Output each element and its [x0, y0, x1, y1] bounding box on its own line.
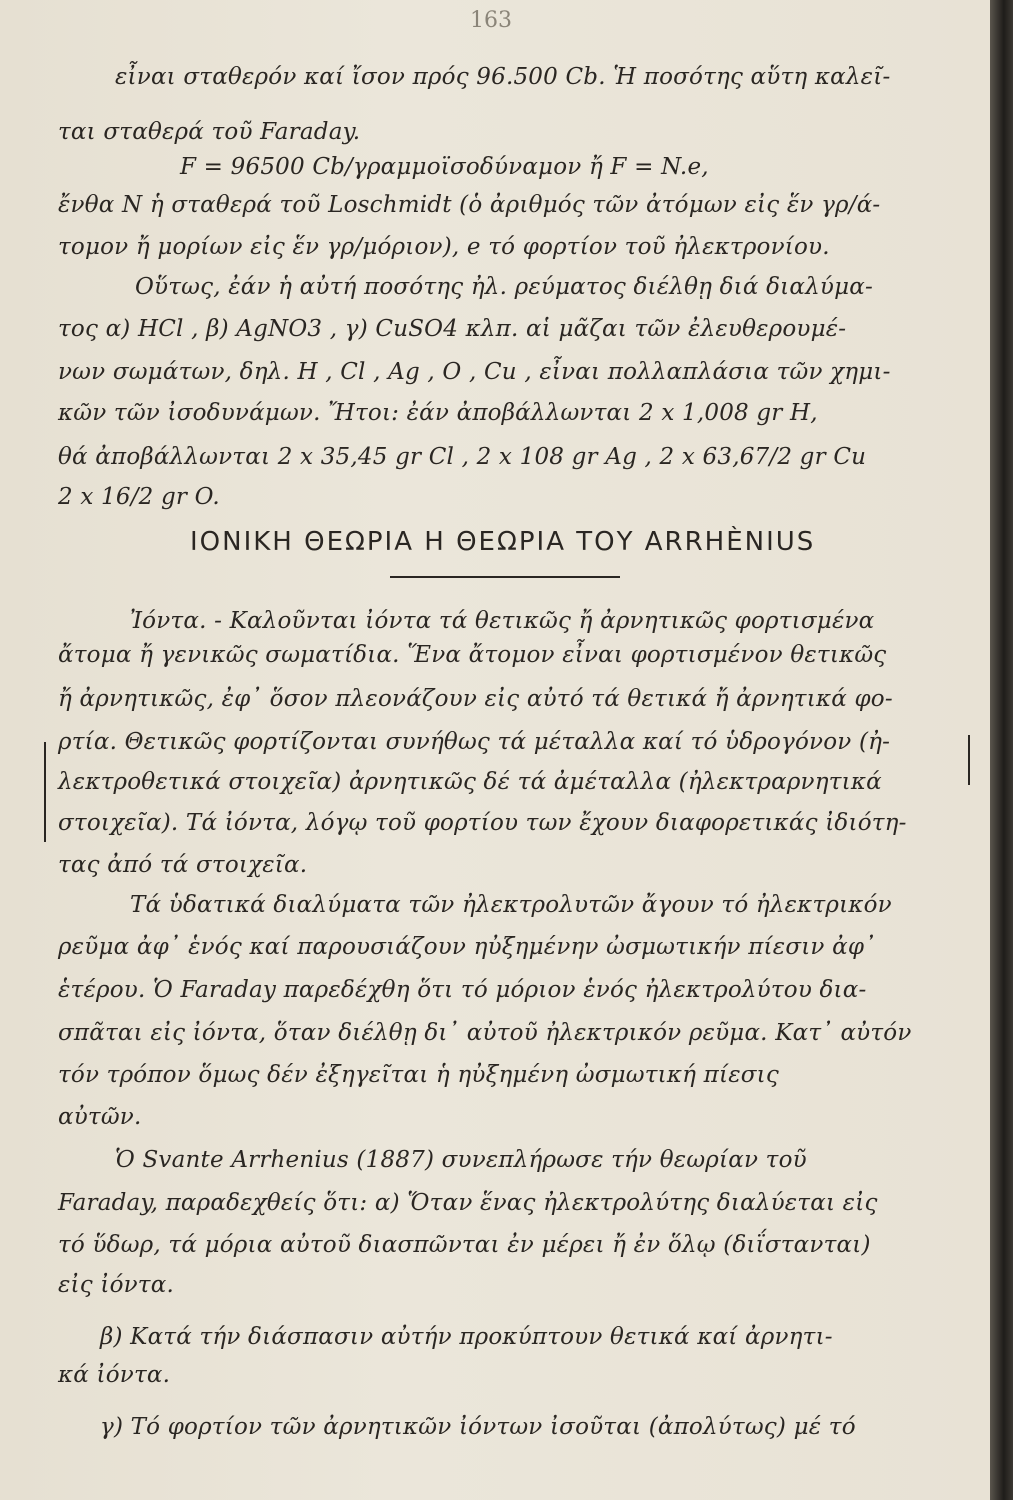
text-line: ἑτέρου. Ὁ Faraday παρεδέχθη ὅτι τό μόριον ἑνός ἠλεκτρολύτου δια- — [58, 977, 867, 1003]
text-line: Οὕτως, ἐάν ἡ αὐτή ποσότης ἠλ. ρεύματος διέλθῃ διά διαλύμα- — [135, 274, 873, 300]
text-line: τομον ἤ μορίων εἰς ἕν γρ/μόριον), e τό φορτίον τοῦ ἠλεκτρονίου. — [58, 234, 830, 260]
text-line: ἔνθα N ἡ σταθερά τοῦ Loschmidt (ὁ ἀριθμός τῶν ἀτόμων εἰς ἕν γρ/ά- — [58, 192, 881, 218]
text-line: εἰς ἰόντα. — [58, 1272, 174, 1298]
margin-bracket — [44, 742, 54, 842]
text-line: ρτία. Θετικῶς φορτίζονται συνήθως τά μέταλλα καί τό ὑδρογόνον (ἠ- — [58, 729, 891, 755]
book-spine — [990, 0, 1013, 1500]
text-line: ρεῦμα ἀφ᾽ ἑνός καί παρουσιάζουν ηὐξημένην ὠσμωτικήν πίεσιν ἀφ᾽ — [58, 934, 876, 960]
text-line: Ἰόντα. - Καλοῦνται ἰόντα τά θετικῶς ἤ ἀρνητικῶς φορτισμένα — [130, 608, 875, 634]
text-line: σπᾶται εἰς ἰόντα, ὅταν διέλθῃ δι᾽ αὐτοῦ ἠλεκτρικόν ρεῦμα. Κατ᾽ αὐτόν — [58, 1020, 912, 1046]
text-line: ἄτομα ἤ γενικῶς σωματίδια. Ἕνα ἄτομον εἶναι φορτισμένον θετικῶς — [58, 642, 887, 668]
text-line: νων σωμάτων, δηλ. H , Cl , Ag , O , Cu , εἶναι πολλαπλάσια τῶν χημι- — [58, 359, 891, 385]
text-line: Faraday, παραδεχθείς ὅτι: α) Ὅταν ἕνας ἠλεκτρολύτης διαλύεται εἰς — [58, 1190, 878, 1216]
text-line: τας ἀπό τά στοιχεῖα. — [58, 852, 308, 878]
text-line: Ὁ Svante Arrhenius (1887) συνεπλήρωσε τήν θεωρίαν τοῦ — [115, 1147, 807, 1173]
page-number: 163 — [470, 8, 512, 33]
section-heading: ΙΟΝΙΚΗ ΘΕΩΡΙΑ Η ΘΕΩΡΙΑ ΤΟΥ ARRHÈNIUS — [190, 527, 816, 557]
formula-line: F = 96500 Cb/γραμμοϊσοδύναμον ἤ F = N.e, — [180, 154, 709, 180]
text-line: γ) Τό φορτίον τῶν ἀρνητικῶν ἰόντων ἰσοῦται (ἀπολύτως) μέ τό — [100, 1414, 856, 1440]
text-line: θά ἀποβάλλωνται 2 x 35,45 gr Cl , 2 x 108 gr Ag , 2 x 63,67/2 gr Cu — [58, 444, 867, 470]
text-line: τόν τρόπον ὅμως δέν ἐξηγεῖται ἡ ηὐξημένη ὠσμωτική πίεσις — [58, 1062, 779, 1088]
text-line: κῶν τῶν ἰσοδυνάμων. Ἤτοι: ἐάν ἀποβάλλωνται 2 x 1,008 gr H, — [58, 400, 818, 426]
text-line: β) Κατά τήν διάσπασιν αὐτήν προκύπτουν θετικά καί ἀρνητι- — [100, 1324, 833, 1350]
text-line: ἤ ἀρνητικῶς, ἐφ᾽ ὅσον πλεονάζουν εἰς αὐτό τά θετικά ἤ ἀρνητικά φο- — [58, 686, 893, 712]
heading-underline — [390, 576, 620, 578]
text-line: εἶναι σταθερόν καί ἴσον πρός 96.500 Cb. Ἡ ποσότης αὕτη καλεῖ- — [115, 64, 891, 90]
text-line: στοιχεῖα). Τά ἰόντα, λόγῳ τοῦ φορτίου των ἔχουν διαφορετικάς ἰδιότη- — [58, 810, 907, 836]
text-line: τος α) HCl , β) AgNO3 , γ) CuSO4 κλπ. αἱ μᾶζαι τῶν ἐλευθερουμέ- — [58, 316, 847, 342]
text-line: λεκτροθετικά στοιχεῖα) ἀρνητικῶς δέ τά ἀμέταλλα (ἠλεκτραρνητικά — [58, 769, 882, 795]
text-line: τό ὕδωρ, τά μόρια αὐτοῦ διασπῶνται ἐν μέρει ἤ ἐν ὅλῳ (διΐστανται) — [58, 1232, 871, 1258]
text-line: 2 x 16/2 gr O. — [58, 484, 220, 510]
text-line: ται σταθερά τοῦ Faraday. — [58, 119, 361, 145]
text-line: Τά ὑδατικά διαλύματα τῶν ἠλεκτρολυτῶν ἄγουν τό ἠλεκτρικόν — [130, 892, 892, 918]
text-line: αὐτῶν. — [58, 1104, 142, 1130]
margin-bracket — [960, 735, 970, 785]
text-line: κά ἰόντα. — [58, 1362, 171, 1388]
